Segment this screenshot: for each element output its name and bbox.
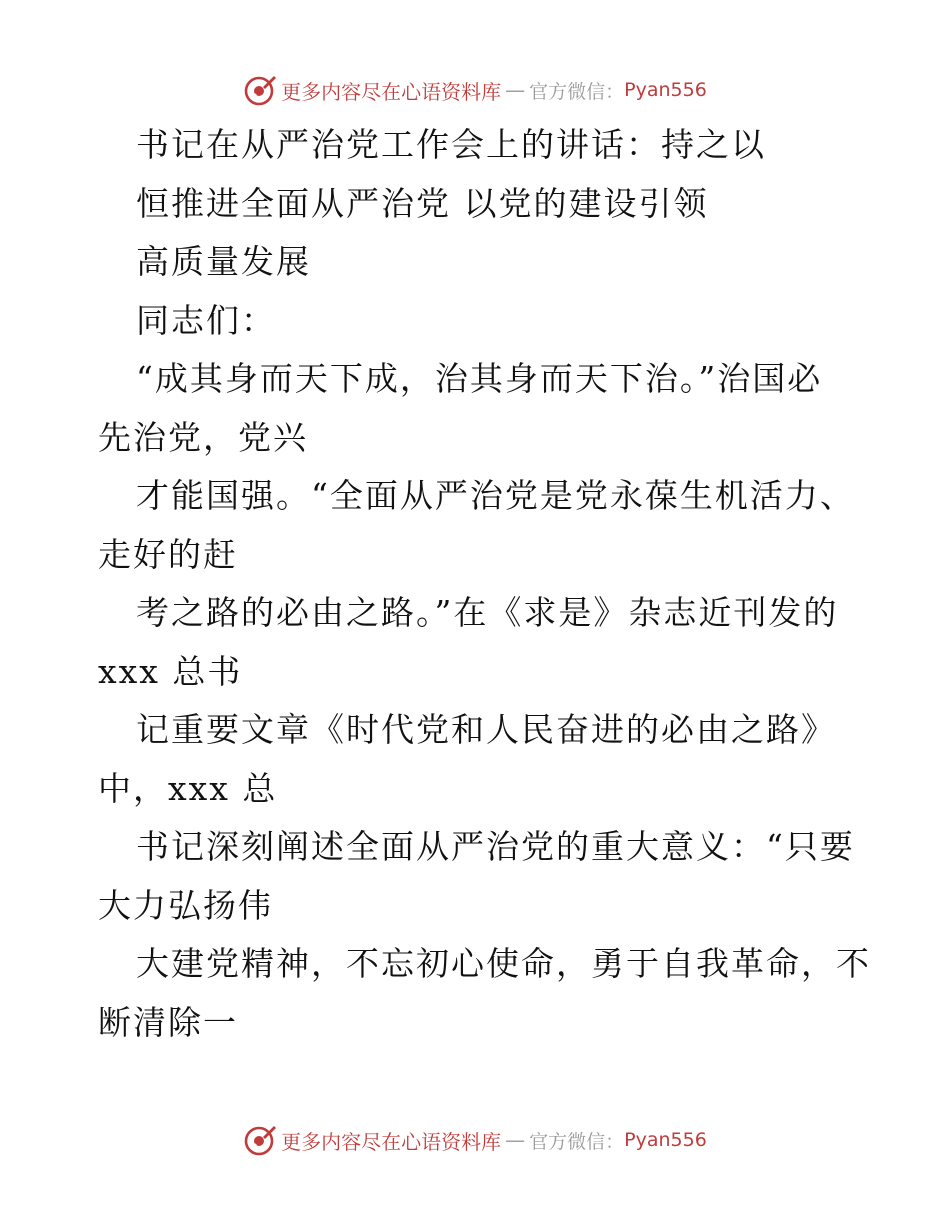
text-line: 走好的赶 bbox=[98, 534, 238, 574]
watermark-dash: — bbox=[505, 78, 526, 102]
text-line: xxx 总书 bbox=[98, 651, 243, 691]
text-line: 恒推进全面从严治党 以党的建设引领 bbox=[136, 183, 709, 223]
watermark-wechat-label: 官方微信： bbox=[529, 1130, 625, 1153]
text-line: 书记在从严治党工作会上的讲话：持之以 bbox=[136, 125, 766, 164]
text-line: 大建党精神，不忘初心使命，勇于自我革命，不 bbox=[136, 944, 871, 983]
footer-watermark bbox=[0, 1120, 950, 1160]
pen-nib-logo-icon bbox=[243, 1123, 277, 1157]
document-body bbox=[98, 116, 871, 1052]
text-line: “成其身而天下成，治其身而天下治。”治国必 bbox=[136, 359, 823, 398]
text-line: 记重要文章《时代党和人民奋进的必由之路》 bbox=[136, 710, 836, 749]
watermark-wechat-id: Pyan556 bbox=[624, 79, 707, 101]
text-line: 大力弘扬伟 bbox=[98, 885, 273, 925]
watermark-wechat-id: Pyan556 bbox=[624, 1129, 707, 1151]
text-line: 先治党，党兴 bbox=[98, 417, 308, 457]
watermark-dash: — bbox=[505, 1128, 526, 1152]
text-line: 才能国强。“全面从严治党是党永葆生机活力、 bbox=[136, 476, 855, 515]
pen-nib-logo-icon bbox=[243, 73, 277, 107]
text-line: 考之路的必由之路。”在《求是》杂志近刊发的 bbox=[136, 593, 839, 632]
watermark-wechat-label: 官方微信： bbox=[529, 80, 625, 103]
text-line: 书记深刻阐述全面从严治党的重大意义：“只要 bbox=[136, 827, 855, 866]
text-line: 同志们： bbox=[136, 300, 276, 340]
text-line: 高质量发展 bbox=[136, 242, 311, 281]
watermark-site-text: 更多内容尽在心语资料库 bbox=[281, 79, 502, 104]
watermark-site-text: 更多内容尽在心语资料库 bbox=[281, 1129, 502, 1154]
header-watermark bbox=[0, 70, 950, 110]
text-line: 断清除一 bbox=[98, 1002, 238, 1042]
text-line: 中，xxx 总 bbox=[98, 768, 278, 808]
